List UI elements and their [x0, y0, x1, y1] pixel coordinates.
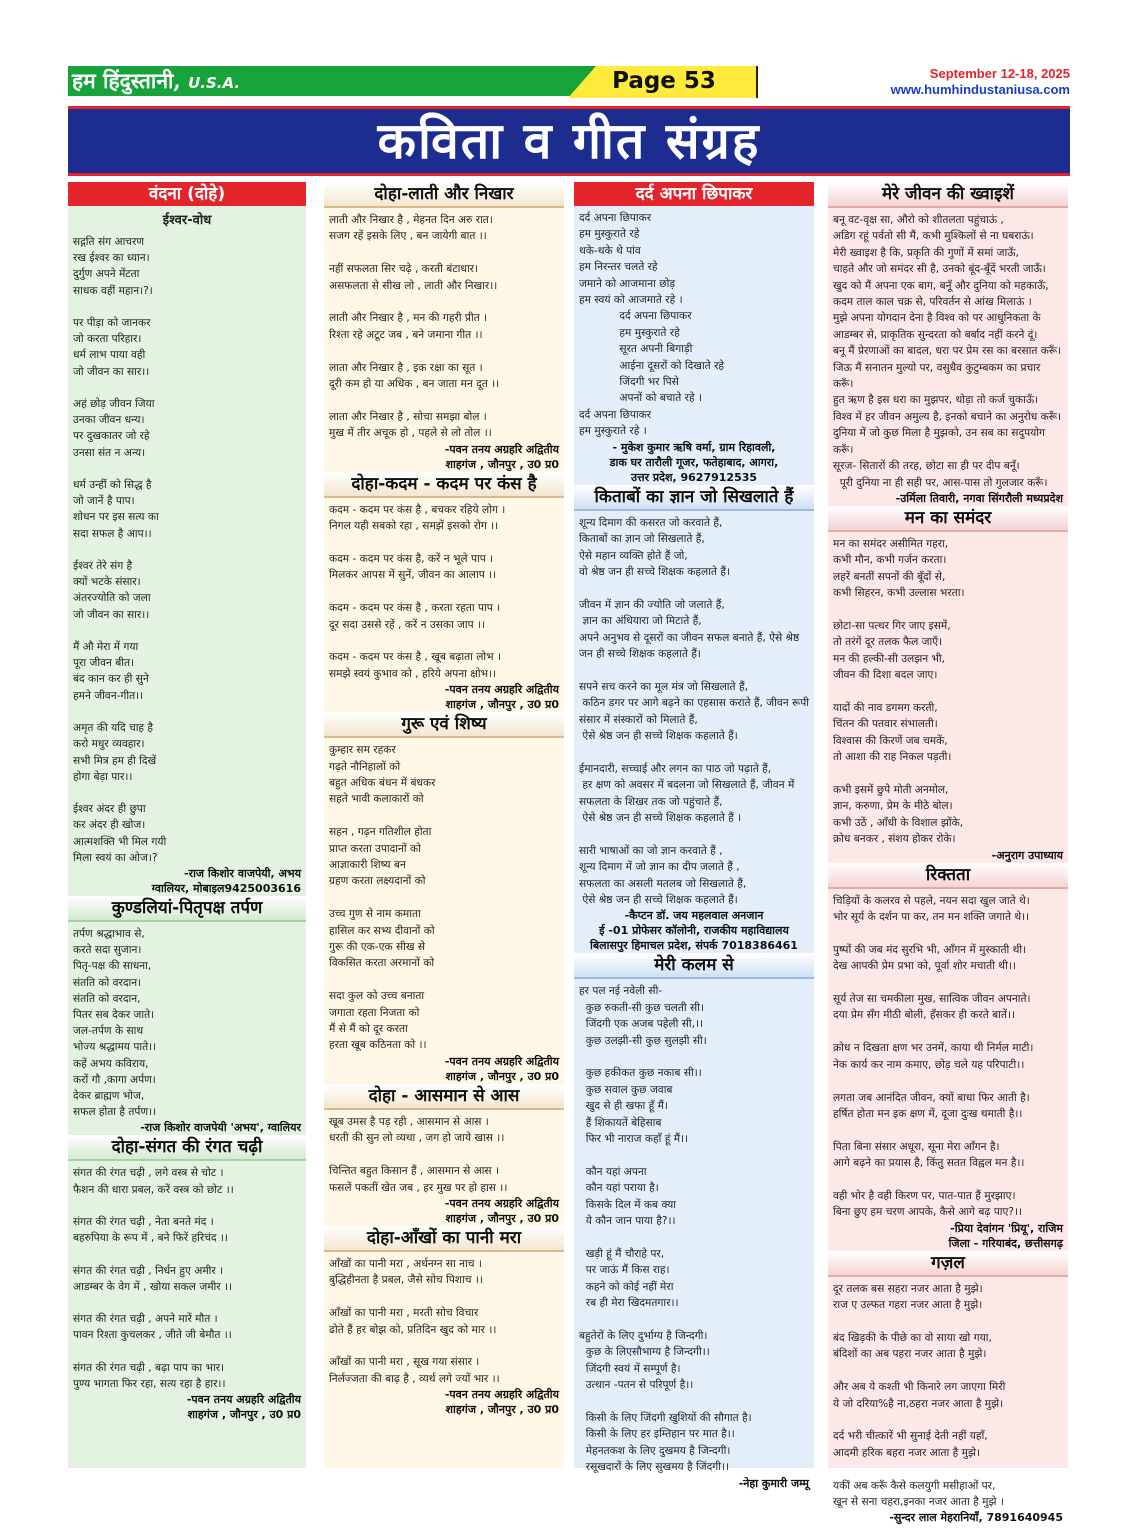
poem-heading: गुरू एवं शिष्य: [324, 712, 564, 738]
poem-text: बनू वट-वृक्ष सा, औरो को शीतलता पहुंचाऊं , अडिग रहूं पर्वतो सी मैं, कभी मुश्किलों से ना घबराऊं। मेरी ख्वाइश है कि, प्रकृति की गुणों में समां जाऊँ, चाहते और जो समंदर सी है, उनको बूंद-बूँदें भरती जाऊँ। खुद को मैं अपना एक बाग, बनूँ और दुनिया को महकाऊँ, कदम ताल काल चक्र से, परिवर्तन से आंख मिलाऊं । मुझे अपना योगदान देना है विश्व को पर आधुनिकता के आडम्बर से, प्राकृतिक सुन्दरता को बर्बाद नहीं करने दूं। बनू मैं प्रेरणाओं का बादल, धरा पर प्रेम रस का बरसात करूँ। जिऊ मैं सनातन मुल्यो पर, वसुधैव कुटुम्बकम का प्रचार करूँ। हुत ऋण है इस धरा का मुझपर, थोड़ा तो कर्ज चुकाऊँ। विश्व में हर जीवन अमुल्य है, इनको बचाने का अनुरोध करूँ। दुनिया में जो कुछ मिला है मुझको, उन सब का सदुपयोग करूँ। सूरज- सितारों की तरह, छोटा सा ही पर दीप बनूँ। पूरी दुनिया ना ही सही पर, आस-पास तो गुलजार करूँ।: [833, 214, 1062, 489]
brand-name: हम हिंदुस्तानी, U.S.A.: [72, 68, 241, 93]
poem-text: दर्द अपना छिपाकर हम मुस्कुराते रहे थके-थके थे पांव हम निरन्तर चलते रहे जमाने को आजमाना छोड़ हम स्वयं को आजमाते रहे । दर्द अपना छिपाकर हम मुस्कुराते रहे सूरत अपनी बिगाड़ी आईना दूसरों को दिखाते रहे जिंदगी भर पिसे अपनों को बचाते रहे । दर्द अपना छिपाकर हम मुस्कुराते रहे ।: [579, 212, 725, 438]
section-title: कविता व गीत संग्रह: [377, 112, 761, 170]
poem-text: हर पल नई नवेली सी- कुछ रुकती-सी कुछ चलती सी। जिंदगी एक अजब पहेली सी,।। कुछ उलझी-सी कुछ सुलझी सी। कुछ हकीकत कुछ नकाब सी।। कुछ सवाल कुछ जवाब खुद से ही खफा हूँ मैं। हैं शिकायतें बेहिसाब फिर भी नाराज कहाँ हूं मैं।। कौन यहां अपना कौन यहां पराया है। किसके दिल में कब क्या ये कौन जान पाया है?।। खड़ी हूं मैं चौराहे पर, पर जाऊं मैं किस राह। कहने को कोई नहीं मेरा रब ही मेरा खिदमतगार।। बहुतेरों के लिए दुर्भाग्य है जिन्दगी। कुछ के लिएसौभाग्य है जिन्दगी।। जिंदगी स्वयं में सम्पूर्ण है। उत्थान -पतन से परिपूर्ण है।। किसी के लिए जिंदगी खुशियों की सौगात है। किसी के लिए हर इम्तिहान पर मात है।। मेहनतकश के लिए दुखमय है जिन्दगी। रसूखदारों के लिए सुखमय है जिंदगी।।: [579, 985, 752, 1474]
poem-heading: दर्द अपना छिपाकर: [574, 182, 814, 206]
issue-date: September 12-18, 2025: [929, 66, 1070, 81]
poem-text: दूर तलक बस सहरा नजर आता है मुझे। राज ए उल्फत गहरा नजर आता है मुझे। बंद खिड़की के पीछे का वो साया खो गया, बंदिशों का अब पहरा नजर आता है मुझे। और अब ये कश्ती भी किनारे लग जाएगा मिरी ये जो दरिया%है ना,ठहरा नजर आता है मुझे। दर्द भरी चीत्कारें भी सुनाई देती नहीं यहाँ, आदमी हरिक बहरा नजर आता है मुझे। यकीं अब करूँ कैसे कलयुगी मसीहाओं पर, खून से सना चहरा,इनका नजर आता है मुझे ।: [833, 1282, 1006, 1509]
poem-text: खूब उमस है पड़ रही , आसमान से आस । धरती की सुन लो व्यथा , जग हो जाये खास ।। चिन्तित बहुत किसान हैं , आसमान से आस । फसलें पकतीं खेत जब , हर मुख पर हो हास ।।: [329, 1115, 508, 1194]
poem-text: सद्गति संग आचरण रख ईश्वर का ध्यान। दुर्गुण अपने मेंटता साधक वहीं महान।?। पर पीड़ा को जानकर जो करता परिहार। धर्म लाभ पाया वही जो जीवन का सार।। अहं छोड़ जीवन जिया उनका जीवन धन्य। पर दुखकातर जो रहे उनसा संत न अन्य। धर्म उन्हीं को सिद्ध है जो जानें है पाप। शोधन पर इस सत्य का सदा सफल है आप।। ईश्वर तेरे संग है क्यों भटके संसार। अंतरज्योति को जला जो जीवन का सार।। मैं औ मेरा में गया पूरा जीवन बीत। बंद कान कर ही सुने हमने जीवन-गीत।। अमृत की यदि चाह है करो मधुर व्यवहार। सभी मित्र हम ही दिखें होगा बेड़ा पार।। ईश्वर अंदर ही छुपा कर अंदर ही खोज। आत्मशक्ति भी मिल गयी मिला स्वयं का ओज।?: [73, 236, 167, 864]
poem-heading: मन का समंदर: [828, 506, 1068, 532]
poem-text: मन का समंदर असीमित गहरा, कभी मौन, कभी गर्जन करता। लहरें बनतीं सपनों की बूँदों से, कभी सिहरन, कभी उल्लास भरता। छोटा-सा पत्थर गिर जाए इसमें, तो तरंगें दूर तलक फैल जाएँ। मन की हल्की-सी उलझन भी, जीवन की दिशा बदल जाए। यादों की नाव डगमग करती, चिंतन की पतवार संभालती। विश्वास की किरणें जब चमकें, तो आशा की राह निकल पड़ती। कभी इसमें छुपे मोती अनमोल, ज्ञान, करुणा, प्रेम के मीठे बोल। कभी उठें , आँधी के विशाल झोंके, क्रोध बनकर , संशय होकर रोके।: [833, 537, 965, 846]
poem-byline: -पवन तनय अग्रहरि अद्वितीय शाहगंज , जौनपुर , उ0 प्र0: [444, 1196, 559, 1225]
poem-heading: मेरी कलम से: [574, 953, 814, 979]
poem-text: कदम - कदम पर कंस है , बचकर रहिये लोग । निगल यही सबको रहा , समझें इसको रोग ।। कदम - कदम पर कंस है, करें न भूले पाप । मिलकर आपस में सुनें, जीवन का आलाप ।। कदम - कदम पर कंस है , करता रहता पाप । दूर सदा उससे रहें , करें न उसका जाप ।। कदम - कदम पर कंस है , खूब बढ़ाता लोभ । समझे स्वयं कुभाव को , हरिये अपना क्षोभ।।: [329, 503, 506, 680]
poem-byline: -राज किशोर वाजपेयी 'अभय', ग्वालियर: [140, 1121, 301, 1135]
column-3: [574, 182, 814, 1490]
brand-usa: U.S.A.: [188, 74, 241, 92]
poem-byline: -अनुराग उपाध्याय: [991, 848, 1063, 862]
column-2: [324, 182, 564, 1468]
website-link[interactable]: www.humhindustaniusa.com: [890, 82, 1070, 97]
poem-byline: -पवन तनय अग्रहरि अद्वितीय शाहगंज , जौनपुर , उ0 प्र0: [186, 1393, 301, 1422]
poem-byline: - मुकेश कुमार ऋषि वर्मा, ग्राम रिहावली, डाक घर तारौली गूजर, फतेहाबाद, आगरा, उत्तर प्रदेश, 9627912535: [609, 440, 779, 484]
poem-byline: -कैप्टन डॉ. जय महलवाल अनजान ई -01 प्रोफेसर कॉलोनी, राजकीय महाविद्यालय बिलासपुर हिमाचल प्रदेश, संपर्क 7018386461: [590, 909, 798, 953]
poem-text: तर्पण श्रद्धाभाव से, करते सदा सुजान। पितृ-पक्ष की साधना, संतति को वरदान। संतति को वरदान, पितर सब देकर जाते। जल-तर्पण के साथ भोज्य श्रद्धामय पाते।। कहें अभय कविराय, करों गौ ,कागा अर्पण। देकर ब्राह्मण भोज, सफल होता है तर्पण।।: [73, 927, 157, 1119]
poem-heading: दोहा-कदम - कदम पर कंस है: [324, 472, 564, 498]
poem-text: चिड़ियों के कलरव से पहले, नयन सदा खुल जाते थे। भोर सूर्य के दर्शन पा कर, तन मन शक्ति जगाते थे।। पुष्पों की जब मंद सुरभि भी, आँगन में मुस्काती थी। देख आपकी प्रेम प्रभा को, पूर्वा शोर मचाती थी।। सूर्य तेज सा चमकीला मुख, सात्विक जीवन अपनाते। दया प्रेम सँग मीठी बोली, हँसकर ही करते बातें।। क्रोध न दिखता क्षण भर उनमें, काया थी निर्मल माटी। नेक कार्य कर नाम कमाए, छोड़ चले यह परिपाटी।। लगता जब आनंदित जीवन, क्यों बाधा फिर आती है। हर्षित होता मन इक क्षण में, दूजा दुःख थमाती है।। पिता बिना संसार अधूरा, सूना मेरा आँगन है। आगे बढ़ने का प्रयास है, किंतु सतत विह्वल मन है।। वही भोर है वही किरण पर, पात-पात हैं मुरझाए। बिना छुए हम चरण आपके, कैसे आगे बढ़ पाए?।।: [833, 894, 1034, 1219]
section-banner: [68, 106, 1070, 176]
page-number: Page 53: [612, 68, 716, 94]
poem-text: आँखों का पानी मरा , अर्धनग्न सा नाच । बुद्धिहीनता है प्रबल, जैसे सोच पिशाच ।। आँखों का पानी मरा , मरती सोच विचार ढोते हैं हर बोझ को, प्रतिदिन खुद को मार ।। आँखों का पानी मरा , सूख गया संसार । निर्लज्जता की बाढ़ है , व्यर्थ लगे ज्यों भार ।।: [329, 1257, 500, 1385]
poem-text: शून्य दिमाग की कसरत जो करवाते हैं, किताबों का ज्ञान जो सिखलाते हैं, ऐसे महान व्यक्ति होते हैं जो, वो श्रेष्ठ जन ही सच्चे शिक्षक कहलाते हैं। जीवन में ज्ञान की ज्योति जो जलाते हैं, ज्ञान का अंधियारा जो मिटाते हैं, अपने अनुभव से दूसरों का जीवन सफल बनाते हैं, ऐसे श्रेष्ठ जन ही सच्चे शिक्षक कहलाते हैं। सपने सच करने का मूल मंत्र जो सिखलाते हैं, कठिन डगर पर आगे बढ़ने का एहसास कराते हैं, जीवन रूपी संसार में संस्कारों को मिलाते हैं, ऐसे श्रेष्ठ जन ही सच्चे शिक्षक कहलाते हैं। ईमानदारी, सच्चाई और लगन का पाठ जो पढ़ाते हैं, हर क्षण को अवसर में बदलना जो सिखलाते हैं, जीवन में सफलता के शिखर तक जो पहुंचाते हैं, ऐसे श्रेष्ठ जन ही सच्चे शिक्षक कहलाते हैं । सारी भाषाओं का जो ज्ञान करवाते हैं , शून्य दिमाग में जो ज्ञान का दीप जलाते हैं , सफलता का असली मतलब जो सिखलाते हैं, ऐसे श्रेष्ठ जन ही सच्चे शिक्षक कहलाते हैं।: [579, 516, 810, 907]
poem-heading: गज़ल: [828, 1251, 1068, 1277]
poem-heading: मेरे जीवन की ख्वाइशें: [828, 182, 1068, 208]
poem-heading: दोहा-आँखों का पानी मरा: [324, 1226, 564, 1252]
poem-text: कुम्हार सम रहकर गढ़ते नौनिहालों को बहुत अधिक बंधन में बंधकर सहते भावी कलाकारों को सहन , गढ़न गतिशील होता प्राप्त करता उपादानों को आज्ञाकारी शिष्य बन ग्रहण करता लक्ष्यदानों को उच्च गुण से नाम कमाता हासिल कर सभ्य दीवानों को गुरू की एक-एक सीख से विकसित करता अरमानों को सदा कुल को उच्च बनाता जगाता रहता निजता को मैं से मैं को दूर करता हरता खूब कठिनता को ।।: [329, 744, 436, 1052]
poem-text: संगत की रंगत चढ़ी , लगे वस्त्र से चोट । फैशन की धारा प्रबल, करें वस्त्र को छोट ।। संगत की रंगत चढ़ी , नेता बनते मंद । बहरुपिया के रूप में , बने फिरें हरिचंद ।। संगत की रंगत चढ़ी , निर्धन हुए अमीर । आडम्बर के वेग में , खोया सकल जमीर ।। संगत की रंगत चढ़ी , अपने मारें मौत । पावन रिश्ता कुचलकर , जीते जी बेमौत ।। संगत की रंगत चढ़ी , बढ़ा पाप का भार। पुण्य भागता फिर रहा, सत्य रहा है हार।।: [73, 1167, 234, 1390]
poem-heading: दोहा-संगत की रंगत चढ़ी: [68, 1135, 306, 1161]
poem-heading: वंदना (दोहे): [68, 182, 306, 206]
poem-byline: -पवन तनय अग्रहरि अद्वितीय शाहगंज , जौनपुर , उ0 प्र0: [444, 1388, 559, 1417]
poem-heading: किताबों का ज्ञान जो सिखलाते हैं: [574, 485, 814, 511]
poem-byline: -प्रिया देवांगन 'प्रियू', राजिम जिला - गरियाबंद, छत्तीसगढ़: [948, 1221, 1063, 1250]
poem-byline: -पवन तनय अग्रहरि अद्वितीय शाहगंज , जौनपुर , उ0 प्र0: [444, 442, 559, 471]
poem-byline: -नेहा कुमारी जम्मू: [738, 1476, 809, 1490]
poem-byline: -पवन तनय अग्रहरि अद्वितीय शाहगंज , जौनपुर , उ0 प्र0: [444, 1054, 559, 1083]
poem-byline: -राज किशोर वाजपेयी, अभय ग्वालियर, मोबाइल9425003616: [151, 866, 301, 895]
poem-heading: रिक्तता: [828, 863, 1068, 889]
poem-heading: कुण्डलियां-पितृपक्ष तर्पण: [68, 896, 306, 922]
poem-byline: -पवन तनय अग्रहरि अद्वितीय शाहगंज , जौनपुर , उ0 प्र0: [444, 683, 559, 712]
poem-byline: -सुन्दर लाल मेहरानियाँ, 7891640945: [889, 1511, 1063, 1525]
poem-heading: दोहा - आसमान से आस: [324, 1084, 564, 1110]
column-4: [828, 182, 1068, 1525]
poem-subheading: ईश्वर-वोध: [162, 213, 212, 228]
column-1: [68, 182, 306, 1468]
poem-text: लाती और निखार है , मेहनत दिन अरु रात। सजग रहें इसके लिए , बन जायेगी बात ।। नहीं सफलता सिर चढ़े , करती बंटाधार। असफलता से सीख लो , लाती और निखार।। लाती और निखार है , मन की गहरी प्रीत । रिश्ता रहे अटूट जब , बने जमाना गीत ।। लाता और निखार है , इक रक्षा का सूत । दूरी कम हो या अधिक , बन जाता मन दूत ।। लाता और निखार है , सोचा समझा बोल । मुख में तीर अचूक हो , पहले से लो तोल ।।: [329, 214, 500, 440]
masthead: [68, 66, 1070, 100]
poem-heading: दोहा-लाती और निखार: [324, 182, 564, 208]
poem-byline: -उर्मिला तिवारी, नगवा सिंगरौली मध्यप्रदेश: [895, 491, 1063, 505]
